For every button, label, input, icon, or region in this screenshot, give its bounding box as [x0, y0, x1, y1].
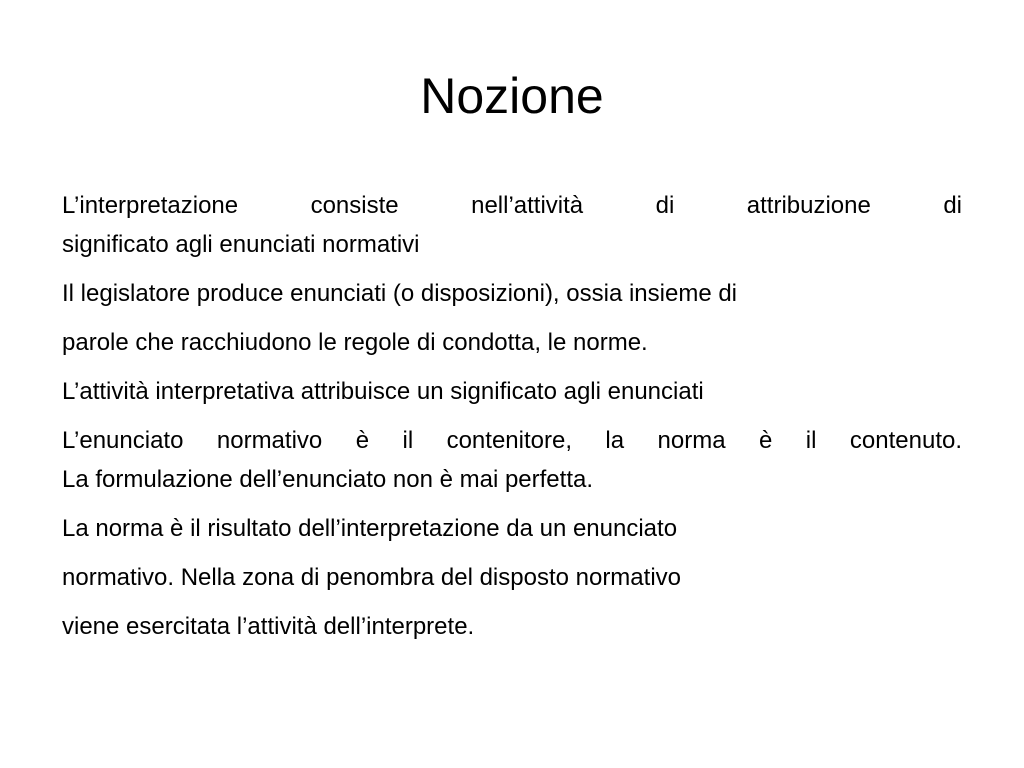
paragraph-line: significato agli enunciati normativi: [62, 231, 420, 258]
paragraph-line: Il legislatore produce enunciati (o disposizioni), ossia insieme di: [62, 280, 738, 307]
paragraph-line: normativo. Nella zona di penombra del disposto normativo: [62, 564, 681, 591]
paragraph-line: L’enunciato normativo è il contenitore, la norma è il contenuto.: [62, 427, 962, 454]
paragraph-line: parole che racchiudono le regole di condotta, le norme.: [62, 329, 648, 356]
paragraph-line: L’interpretazione consiste nell’attività di attribuzione di: [62, 192, 962, 219]
slide-title: Nozione: [420, 68, 604, 124]
paragraph-line: viene esercitata l’attività dell’interprete.: [62, 613, 475, 640]
paragraph-line: L’attività interpretativa attribuisce un significato agli enunciati: [62, 378, 704, 405]
paragraph-line: La formulazione dell’enunciato non è mai perfetta.: [62, 466, 593, 493]
slide-body: [62, 186, 962, 646]
paragraph-line: La norma è il risultato dell’interpretazione da un enunciato: [62, 515, 678, 542]
